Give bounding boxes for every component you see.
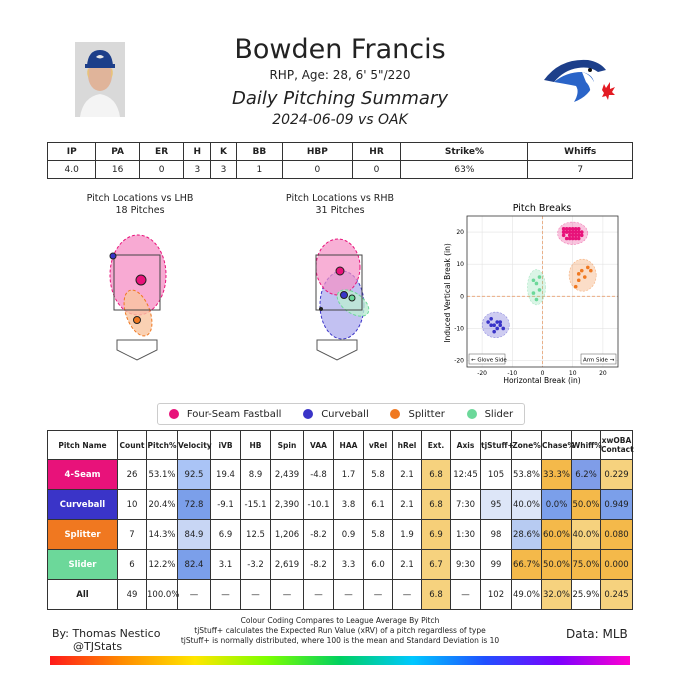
pitch-table-header: hRel	[393, 431, 422, 460]
pitch-table-header: Axis	[451, 431, 481, 460]
pitch-table-cell: 7	[118, 520, 147, 550]
legend-item-slider	[467, 409, 514, 420]
break-point	[562, 233, 566, 237]
stat-header: HBP	[283, 143, 353, 161]
pitch-table-cell: —	[211, 580, 241, 610]
break-density-ellipse	[569, 259, 596, 291]
stat-header: HR	[352, 143, 401, 161]
lhb-four-seam-point	[110, 253, 116, 259]
pitch-table-cell: 102	[481, 580, 512, 610]
x-tick-label: -20	[477, 370, 488, 377]
pitch-table-cell: 92.5	[178, 460, 211, 490]
footnote-tjstuff-definition: tjStuff+ calculates the Expected Run Value (xRV) of a pitch regardless of type	[194, 626, 486, 635]
break-point	[565, 230, 569, 234]
pitch-table-cell: 50.0%	[572, 490, 601, 520]
pitch-table-cell: 72.8	[178, 490, 211, 520]
break-point	[574, 285, 578, 289]
pitch-table-cell: 60.0%	[542, 520, 572, 550]
pitch-table-body	[48, 460, 633, 610]
pitch-table-header: Ext.	[422, 431, 451, 460]
break-point	[580, 233, 584, 237]
legend-label: Four-Seam Fastball	[186, 408, 282, 420]
pitch-table-cell: 1.7	[334, 460, 364, 490]
summary-date: 2024-06-09 vs OAK	[272, 112, 408, 128]
lhb-four-seam-mean	[136, 275, 146, 285]
pitch-table-cell: 1,206	[271, 520, 304, 550]
pitch-table-cell: 3.1	[211, 550, 241, 580]
stat-value: 16	[96, 161, 139, 179]
pitch-table-cell: 100.0%	[147, 580, 178, 610]
stat-value: 3	[184, 161, 211, 179]
pitch-table-cell: 75.0%	[572, 550, 601, 580]
pitch-table-cell: 66.7%	[512, 550, 542, 580]
pitch-table-cell: 6.7	[422, 550, 451, 580]
break-point	[580, 269, 584, 273]
footnote-color-coding: Colour Coding Compares to League Average By Pitch	[240, 616, 440, 625]
pitch-table-cell: -8.2	[304, 550, 334, 580]
data-source: Data: MLB	[566, 627, 628, 641]
pitch-table-cell: 19.4	[211, 460, 241, 490]
stat-header: BB	[236, 143, 283, 161]
pitch-table-header: Spin	[271, 431, 304, 460]
stat-value: 0	[139, 161, 183, 179]
pitch-table-cell: —	[393, 580, 422, 610]
stat-value: 1	[236, 161, 283, 179]
break-point	[574, 227, 578, 231]
legend-label: Slider	[484, 408, 514, 420]
break-point	[568, 227, 572, 231]
break-point	[577, 272, 581, 276]
break-point	[538, 288, 542, 292]
break-point	[495, 320, 499, 324]
rhb-plot-title	[275, 193, 405, 217]
pitch-table-header: Count	[118, 431, 147, 460]
pitch-table-cell: —	[334, 580, 364, 610]
pitch-table-cell: 8.9	[241, 460, 271, 490]
splitter-dot-icon	[390, 409, 400, 419]
pitch-table-cell: 33.3%	[542, 460, 572, 490]
pitch-table-cell: -10.1	[304, 490, 334, 520]
breaks-title: Pitch Breaks	[512, 203, 572, 214]
stat-value: 63%	[401, 161, 528, 179]
pitch-table-cell: 12.5	[241, 520, 271, 550]
pitch-table-cell: 0.949	[601, 490, 633, 520]
pitch-table-cell: —	[451, 580, 481, 610]
break-point	[583, 275, 587, 279]
pitch-table-cell: 2.1	[393, 460, 422, 490]
pitch-table-header: iVB	[211, 431, 241, 460]
pitch-table-cell: -15.1	[241, 490, 271, 520]
pitch-table-cell: 5.8	[364, 520, 393, 550]
pitch-table-cell: 6.8	[422, 460, 451, 490]
pitch-table-header: Pitch Name	[48, 431, 118, 460]
pitch-table-cell: 1.9	[393, 520, 422, 550]
breaks-ylabel: Induced Vertical Break (in)	[443, 243, 452, 343]
pitch-table-cell: 0.080	[601, 520, 633, 550]
y-tick-label: -20	[454, 357, 464, 365]
player-name: Bowden Francis	[234, 34, 446, 65]
break-point	[535, 298, 539, 302]
table-row	[48, 580, 633, 610]
stat-header: PA	[96, 143, 139, 161]
home-plate	[317, 340, 357, 360]
arm-side-label: Arm Side →	[583, 357, 615, 364]
y-tick-label: 10	[456, 261, 464, 269]
pitch-table-cell: 6.1	[364, 490, 393, 520]
stat-header: Whiffs	[528, 143, 633, 161]
pitch-name-cell: All	[48, 580, 118, 610]
break-point	[574, 230, 578, 234]
rhb-slider-mean	[349, 295, 355, 301]
pitch-table-cell: 9:30	[451, 550, 481, 580]
lhb-count-text: 18 Pitches	[115, 205, 165, 216]
legend-label: Splitter	[408, 408, 445, 420]
pitch-table-cell: 2,619	[271, 550, 304, 580]
table-row	[48, 520, 633, 550]
pitch-table-cell: —	[178, 580, 211, 610]
lhb-title-text: Pitch Locations vs LHB	[86, 193, 194, 204]
pitch-table-header: HAA	[334, 431, 364, 460]
pitch-table-header: vRel	[364, 431, 393, 460]
rhb-four-seam-mean	[336, 267, 344, 275]
x-tick-label: -10	[507, 370, 518, 377]
stat-line-table	[47, 142, 633, 179]
pitch-table-cell: 49	[118, 580, 147, 610]
pitch-table-header: Zone%	[512, 431, 542, 460]
pitch-table-cell: 20.4%	[147, 490, 178, 520]
stat-value: 3	[211, 161, 236, 179]
x-tick-label: 20	[599, 370, 607, 377]
y-tick-label: 0	[460, 293, 464, 301]
stat-header: H	[184, 143, 211, 161]
stat-value: 0	[283, 161, 353, 179]
pitch-table-cell: 0.9	[334, 520, 364, 550]
break-point	[489, 323, 493, 327]
break-point	[498, 323, 502, 327]
pitch-table-cell: 0.245	[601, 580, 633, 610]
pitch-table-header: Chase%	[542, 431, 572, 460]
pitch-table-cell: 40.0%	[572, 520, 601, 550]
rhb-count-text: 31 Pitches	[315, 205, 365, 216]
break-point	[535, 282, 539, 286]
pitch-name-cell: 4-Seam	[48, 460, 118, 490]
pitch-table-cell: 99	[481, 550, 512, 580]
table-row	[48, 490, 633, 520]
pitch-table-cell: 2,439	[271, 460, 304, 490]
curveball-dot-icon	[303, 409, 313, 419]
break-point	[577, 278, 581, 282]
rhb-location-plot	[290, 225, 390, 370]
pitch-table-cell: 105	[481, 460, 512, 490]
pitch-table-cell: 6.2%	[572, 460, 601, 490]
pitch-table-cell: 53.8%	[512, 460, 542, 490]
pitch-table-cell: 12:45	[451, 460, 481, 490]
stat-header: Strike%	[401, 143, 528, 161]
pitch-table-cell: 2,390	[271, 490, 304, 520]
pitch-table-cell: 5.8	[364, 460, 393, 490]
break-point	[492, 330, 496, 334]
pitch-table-cell: —	[241, 580, 271, 610]
four-seam-dot-icon	[169, 409, 179, 419]
pitch-table-cell: 28.6%	[512, 520, 542, 550]
break-point	[532, 291, 536, 295]
glove-side-label: ← Glove Side	[471, 357, 507, 364]
rhb-curveball-mean	[341, 292, 348, 299]
slider-dot-icon	[467, 409, 477, 419]
stat-value: 0	[352, 161, 401, 179]
lhb-splitter-mean	[134, 317, 141, 324]
pitch-table-header: HB	[241, 431, 271, 460]
pitch-metrics-table	[47, 430, 633, 610]
pitch-table-cell: 10	[118, 490, 147, 520]
pitch-table-cell: 32.0%	[542, 580, 572, 610]
author-credit: By: Thomas Nestico	[52, 627, 161, 640]
breaks-xlabel: Horizontal Break (in)	[503, 376, 581, 385]
pitch-table-cell: 84.9	[178, 520, 211, 550]
pitch-name-cell: Slider	[48, 550, 118, 580]
stat-header: IP	[48, 143, 96, 161]
pitch-table-cell: 6.8	[422, 490, 451, 520]
pitch-table-cell: —	[364, 580, 393, 610]
break-point	[568, 237, 572, 241]
pitch-table-header: Pitch%	[147, 431, 178, 460]
pitch-table-cell: 1:30	[451, 520, 481, 550]
pitch-table-cell: 6	[118, 550, 147, 580]
pitch-table-cell: 98	[481, 520, 512, 550]
stat-value: 4.0	[48, 161, 96, 179]
pitch-table-header: Velocity	[178, 431, 211, 460]
pitch-table-cell: 6.8	[422, 580, 451, 610]
footnote-tjstuff-distribution: tjStuff+ is normally distributed, where 100 is the mean and Standard Deviation is 10	[180, 636, 500, 645]
pitch-table-cell: 49.0%	[512, 580, 542, 610]
player-info: RHP, Age: 28, 6' 5"/220	[269, 68, 411, 82]
pitch-table-cell: 0.000	[601, 550, 633, 580]
pitch-table-cell: 12.2%	[147, 550, 178, 580]
pitch-table-cell: 7:30	[451, 490, 481, 520]
x-tick-label: 10	[568, 370, 577, 377]
pitch-table-cell: 53.1%	[147, 460, 178, 490]
pitch-table-header: tjStuff+	[481, 431, 512, 460]
stat-header: ER	[139, 143, 183, 161]
break-point	[586, 266, 590, 270]
lhb-plot-title	[80, 193, 200, 217]
break-point	[562, 227, 566, 231]
lhb-location-plot	[90, 225, 190, 370]
pitch-legend	[157, 403, 525, 425]
pitch-name-cell: Curveball	[48, 490, 118, 520]
break-point	[532, 278, 536, 282]
pitch-table-cell: 3.3	[334, 550, 364, 580]
pitch-table-cell: 26	[118, 460, 147, 490]
rainbow-bar	[50, 656, 630, 665]
pitch-table-cell: -8.2	[304, 520, 334, 550]
pitch-table-header: VAA	[304, 431, 334, 460]
table-row	[48, 460, 633, 490]
pitch-table-cell: 95	[481, 490, 512, 520]
pitch-table-cell: 0.0%	[542, 490, 572, 520]
summary-title: Daily Pitching Summary	[231, 88, 449, 109]
pitch-table-cell: 50.0%	[542, 550, 572, 580]
pitch-table-cell: 14.3%	[147, 520, 178, 550]
pitch-table-cell: 6.0	[364, 550, 393, 580]
y-tick-label: 20	[456, 229, 464, 237]
break-point	[495, 327, 499, 331]
pitch-table-cell: 2.1	[393, 490, 422, 520]
break-point	[589, 269, 593, 273]
pitch-table-cell: —	[304, 580, 334, 610]
break-point	[538, 275, 542, 279]
table-row	[48, 550, 633, 580]
author-handle: @TJStats	[73, 640, 123, 653]
pitch-table-header: xwOBA Contact	[601, 431, 633, 460]
break-point	[577, 237, 581, 241]
pitch-breaks-chart	[438, 200, 628, 390]
pitch-table-cell: —	[271, 580, 304, 610]
home-plate	[117, 340, 157, 360]
pitch-table-cell: -9.1	[211, 490, 241, 520]
break-point	[574, 233, 578, 237]
legend-label: Curveball	[321, 408, 369, 420]
legend-item-four-seam	[169, 409, 282, 420]
break-point	[489, 317, 493, 321]
rhb-title-text: Pitch Locations vs RHB	[285, 193, 395, 204]
blue-jays-logo	[540, 50, 620, 110]
pitch-table-header: Whiff%	[572, 431, 601, 460]
pitch-table-header-row	[48, 431, 633, 460]
legend-item-curveball	[303, 409, 369, 420]
pitch-table-cell: 6.9	[211, 520, 241, 550]
pitch-table-cell: 82.4	[178, 550, 211, 580]
pitch-table-cell: 2.1	[393, 550, 422, 580]
y-tick-label: -10	[454, 325, 464, 333]
pitch-table-cell: 25.9%	[572, 580, 601, 610]
break-point	[486, 320, 490, 324]
pitch-table-cell: -4.8	[304, 460, 334, 490]
pitch-table-cell: 6.9	[422, 520, 451, 550]
pitch-table-cell: -3.2	[241, 550, 271, 580]
legend-item-splitter	[390, 409, 444, 420]
pitch-name-cell: Splitter	[48, 520, 118, 550]
break-point	[501, 327, 505, 331]
x-tick-label: 0	[540, 370, 545, 377]
pitch-table-cell: 0.229	[601, 460, 633, 490]
stat-header: K	[211, 143, 236, 161]
pitch-table-cell: 40.0%	[512, 490, 542, 520]
stat-value: 7	[528, 161, 633, 179]
pitch-table-cell: 3.8	[334, 490, 364, 520]
rhb-curveball-point	[319, 307, 323, 311]
